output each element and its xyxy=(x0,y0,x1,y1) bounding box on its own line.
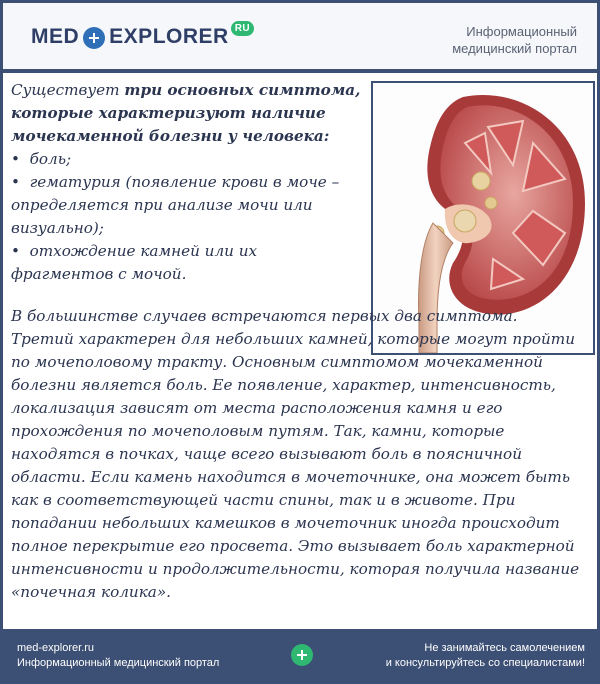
symptoms-description: В большинстве случаев встречаются первых два симптома. Третий характерен для небольших камней, которые могут пройти по мочеполовому тракту. Основным симптомом мочекаменной болезни является боль. Ее появление, характер, интенсивность, локализация зависят от места расположения камня и его прохождения по мочеполовым путям. Так, камни, которые находятся в почках, чаще всего вызывают боль в поясничной области. Если камень находится в мочеточнике, она может быть как в соответствующей части спины, так и в животе. При попадании небольших камешков в мочеточник иногда происходит полное перекрытие его просвета. Это вызывает боль характерной интенсивности и продолжительности, которая получила название «почечная колика». xyxy=(11,307,580,601)
tagline-line-2: медицинский портал xyxy=(452,41,577,56)
bullet-text-pain: боль; xyxy=(29,150,72,168)
plus-icon xyxy=(291,644,313,666)
intro-bold: три основных симптома, которые характеризуют наличие мочекаменной болезни у человека: xyxy=(11,81,361,145)
symptoms-intro xyxy=(11,79,363,286)
site-logo[interactable] xyxy=(31,22,254,49)
tagline-line-1: Информационный xyxy=(466,24,577,39)
plus-icon xyxy=(83,27,105,49)
ru-badge: RU xyxy=(231,21,254,36)
header xyxy=(3,3,597,73)
intro-prefix: Существует xyxy=(11,81,125,99)
warning-line-1: Не занимайтесь самолечением xyxy=(424,642,585,654)
bullet-item: • боль; xyxy=(11,150,72,168)
logo-explorer-text: EXPLORER xyxy=(109,25,229,48)
footer-left xyxy=(17,641,219,671)
bullet-text-stones: отхождение камней или их фрагментов с мочой. xyxy=(11,242,258,283)
footer-warning xyxy=(386,641,585,671)
warning-line-2: и консультируйтесь со специалистами! xyxy=(385,657,585,669)
article-body xyxy=(3,73,597,625)
footer-portal-text: Информационный медицинский портал xyxy=(17,657,220,669)
bullet-item: • гематурия (появление крови в моче – определяется при анализе мочи или визуально); xyxy=(11,173,340,237)
bullet-item: • отхождение камней или их фрагментов с мочой. xyxy=(11,242,258,283)
footer xyxy=(3,629,597,681)
logo-med-text: MED xyxy=(31,25,80,48)
footer-site-link[interactable]: med-explorer.ru xyxy=(17,642,95,654)
header-tagline xyxy=(407,23,577,57)
bullet-text-hematuria: гематурия (появление крови в моче – определяется при анализе мочи или визуально); xyxy=(11,173,340,237)
